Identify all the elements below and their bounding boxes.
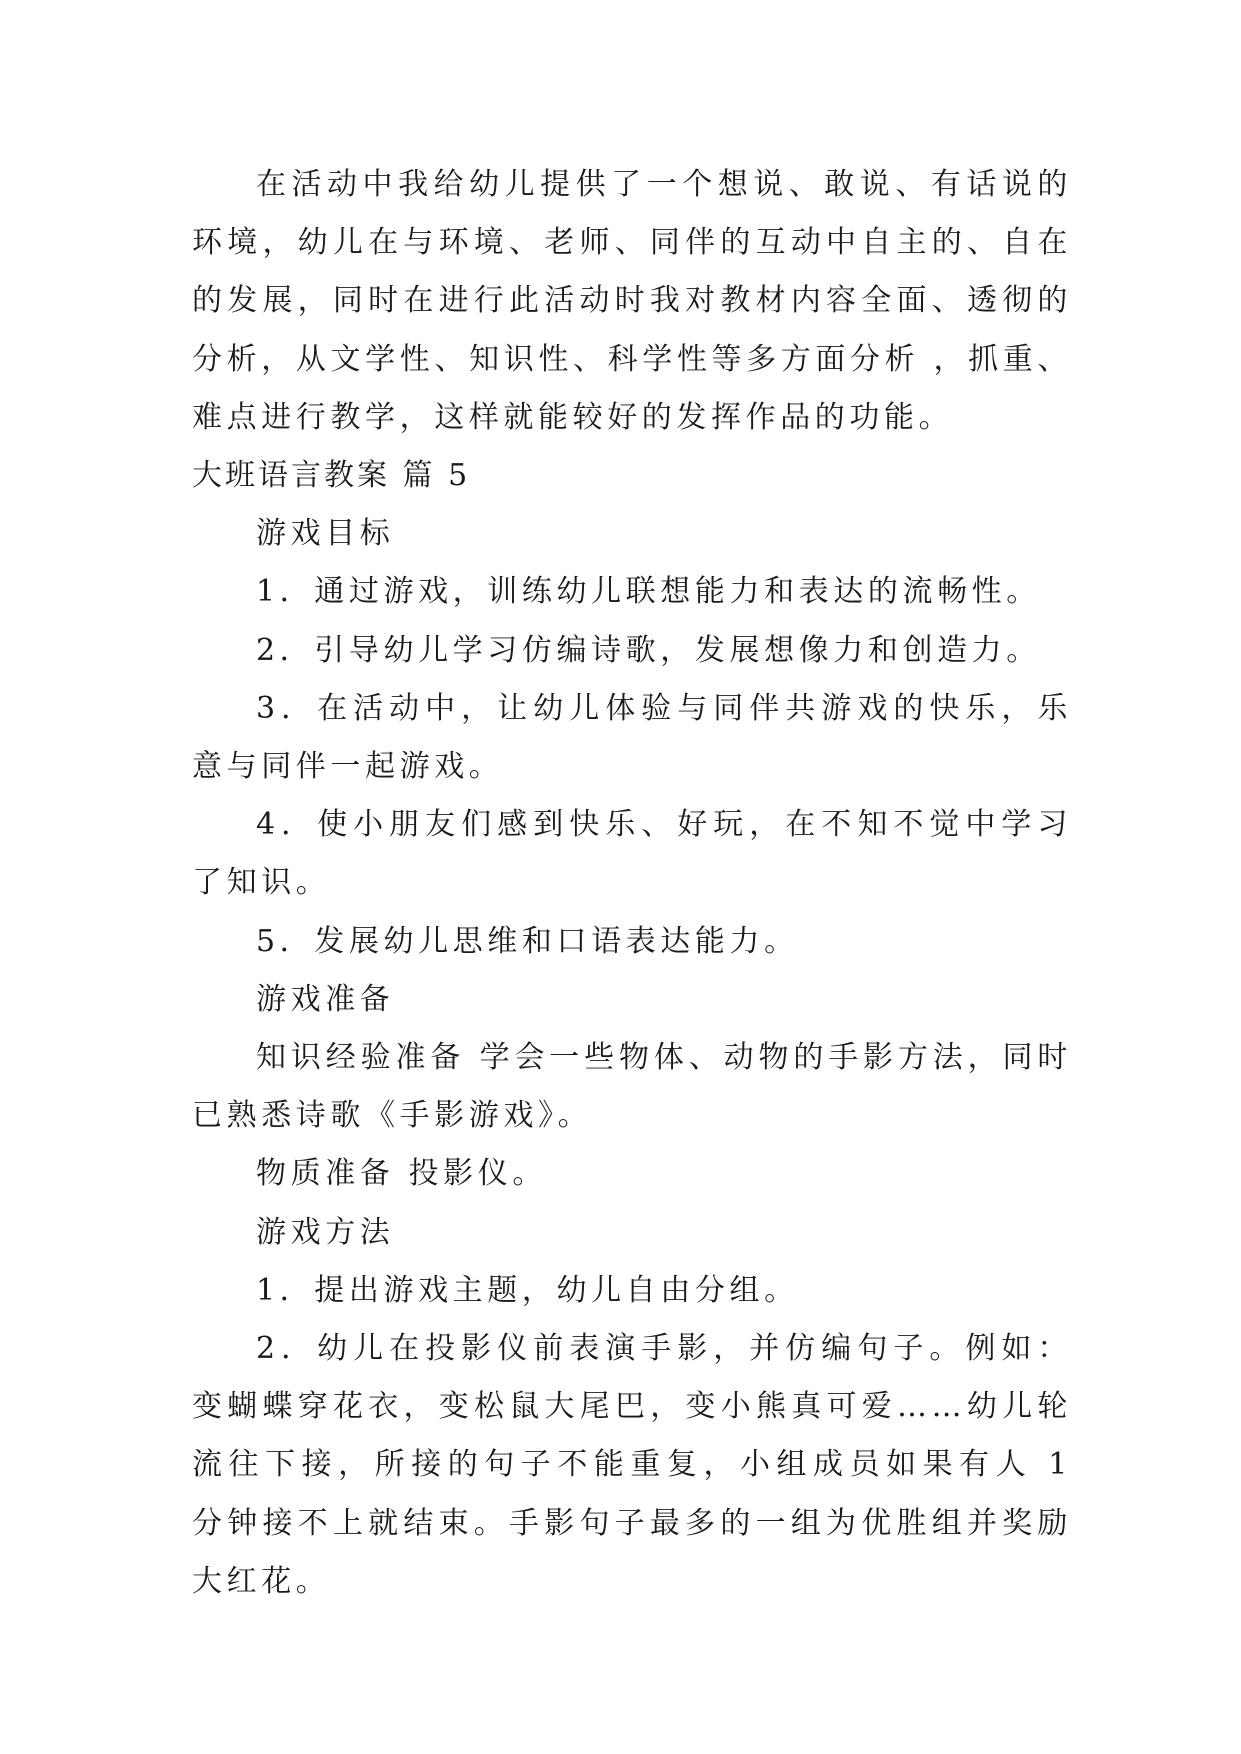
method-item-2: 2．幼儿在投影仪前表演手影，并仿编句子。例如：变蝴蝶穿花衣，变松鼠大尾巴，变小熊真可爱……幼儿轮流往下接，所接的句子不能重复，小组成员如果有人 1 分钟接不上就结束。手影句子最多的一组为优胜组并奖励大红花。 (192, 1331, 1072, 1599)
goals-heading: 游戏目标 (256, 516, 395, 552)
goal-item-4: 4．使小朋友们感到快乐、好玩，在不知不觉中学习了知识。 (192, 807, 1072, 901)
goal-item-1: 1．通过游戏，训练幼儿联想能力和表达的流畅性。 (256, 574, 1041, 610)
section-heading: 大班语言教案 篇 5 (192, 458, 471, 494)
prep-material: 物质准备 投影仪。 (256, 1156, 547, 1192)
intro-paragraph: 在活动中我给幼儿提供了一个想说、敢说、有话说的环境，幼儿在与环境、老师、同伴的互动中自主的、自在的发展，同时在进行此活动时我对教材内容全面、透彻的分析，从文学性、知识性、科学性等多方面分析 ，抓重、难点进行教学，这样就能较好的发挥作品的功能。 (192, 167, 1072, 435)
goal-item-2: 2．引导幼儿学习仿编诗歌，发展想像力和创造力。 (256, 632, 1041, 668)
prep-heading: 游戏准备 (256, 981, 395, 1017)
document-page (192, 156, 1072, 1611)
method-item-1: 1．提出游戏主题，幼儿自由分组。 (256, 1272, 799, 1308)
goal-item-5: 5．发展幼儿思维和口语表达能力。 (256, 923, 799, 959)
prep-knowledge: 知识经验准备 学会一些物体、动物的手影方法，同时已熟悉诗歌《手影游戏》。 (192, 1040, 1072, 1134)
goal-item-3: 3．在活动中，让幼儿体验与同伴共游戏的快乐，乐意与同伴一起游戏。 (192, 690, 1072, 785)
method-heading: 游戏方法 (256, 1214, 395, 1250)
